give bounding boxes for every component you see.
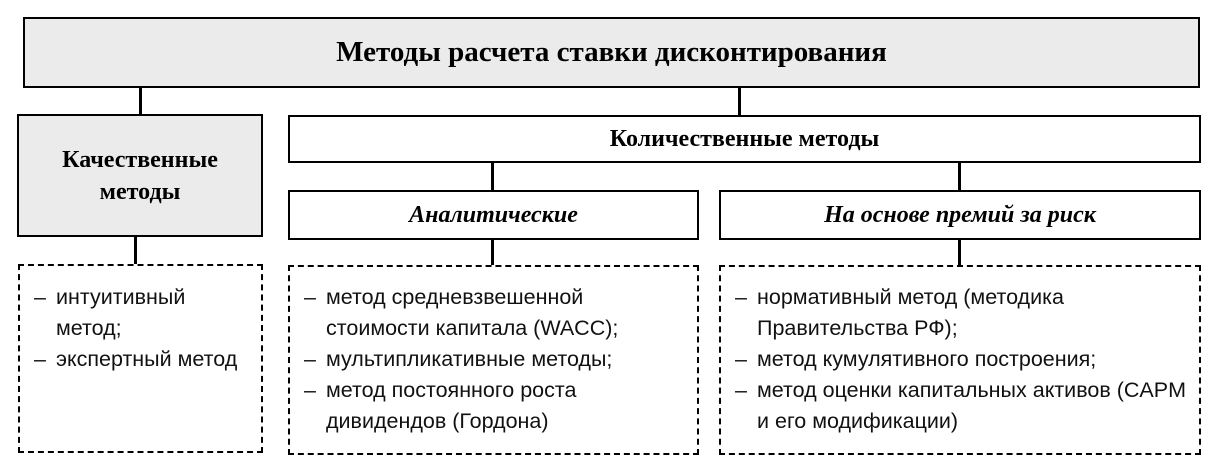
risk-premium-methods-list-box [719, 265, 1201, 455]
connector-quantitative-to-analytical [491, 162, 494, 190]
analytical-methods-box [288, 190, 699, 240]
list-item: – метод постоянного роста дивидендов (Гордона) [304, 378, 577, 433]
qualitative-methods-label: Качественные методы [62, 146, 218, 205]
analytical-methods-list-box [288, 265, 699, 455]
list-item: – нормативный метод (методика Правительства РФ); [735, 285, 1064, 340]
list-item: – метод оценки капитальных активов (CAPM и его модификации) [735, 378, 1187, 433]
list-item: – метод средневзвешенной стоимости капитала (WACC); [304, 285, 619, 340]
list-item: – интуитивный метод; [34, 285, 186, 340]
qualitative-methods-box [17, 114, 263, 237]
connector-risk-premium-to-list [958, 238, 961, 266]
list-item: – мультипликативные методы; [304, 347, 613, 371]
quantitative-methods-label: Количественные методы [609, 126, 880, 152]
analytical-methods-label: Аналитические [409, 201, 578, 228]
list-item: – экспертный метод [34, 347, 238, 371]
risk-premium-methods-box [719, 190, 1201, 240]
connector-quantitative-to-risk-premium [958, 162, 961, 190]
risk-premium-methods-list [735, 282, 1189, 437]
qualitative-methods-list-box [18, 264, 263, 453]
connector-title-to-quantitative [738, 87, 741, 116]
risk-premium-methods-label: На основе премий за риск [824, 201, 1096, 228]
list-item: – метод кумулятивного построения; [735, 347, 1097, 371]
quantitative-methods-box [288, 115, 1201, 163]
connector-qualitative-to-list [134, 235, 137, 265]
diagram-title: Методы расчета ставки дисконтирования [336, 36, 887, 68]
analytical-methods-list [304, 282, 687, 437]
connector-analytical-to-list [491, 238, 494, 266]
diagram-title-box [23, 17, 1200, 88]
qualitative-methods-list [34, 282, 253, 375]
connector-title-to-qualitative [139, 87, 142, 115]
